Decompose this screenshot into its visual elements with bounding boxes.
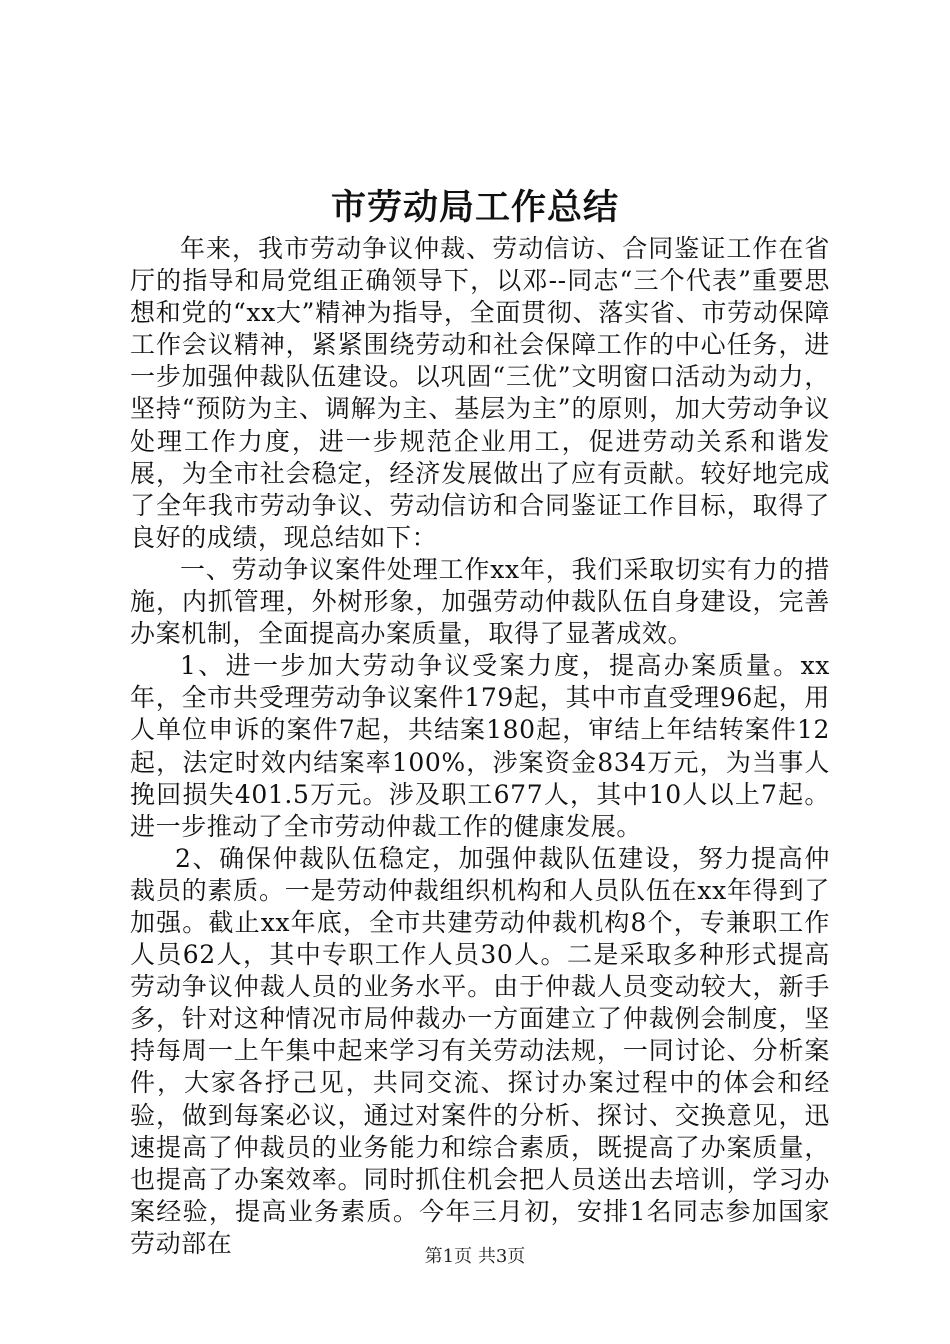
page-number-footer: 第1页 共3页 <box>424 1246 526 1267</box>
paragraph-intro: 年来，我市劳动争议仲裁、劳动信访、合同鉴证工作在省厅的指导和局党组正确领导下，以邓--同志“三个代表”重要思想和党的“xx大”精神为指导，全面贯彻、落实省、市劳动保障工作会议精神，紧紧围绕劳动和社会保障工作的中心任务，进一步加强仲裁队伍建设。以巩固“三优”文明窗口活动为动力，坚持“预防为主、调解为主、基层为主”的原则，加大劳动争议处理工作力度，进一步规范企业用工，促进劳动关系和谐发展，为全市社会稳定，经济发展做出了应有贡献。较好地完成了全年我市劳动争议、劳动信访和合同鉴证工作目标，取得了良好的成绩，现总结如下： <box>130 234 830 552</box>
paragraph-item-one: 1、进一步加大劳动争议受案力度，提高办案质量。xx年，全市共受理劳动争议案件179起，其中市直受理96起，用人单位申诉的案件7起，共结案180起，审结上年结转案件12起，法定时效内结案率100%，涉案资金834万元，为当事人挽回损失401.5万元。涉及职工677人，其中10人以上7起。进一步推动了全市劳动仲裁工作的健康发展。 <box>130 651 830 841</box>
paragraph-section-one: 一、劳动争议案件处理工作xx年，我们采取切实有力的措施，内抓管理，外树形象，加强劳动仲裁队伍自身建设，完善办案机制，全面提高办案质量，取得了显著成效。 <box>130 554 830 649</box>
document-body <box>130 233 830 1260</box>
document-title: 市劳动局工作总结 <box>330 187 619 228</box>
paragraph-item-two: 2、确保仲裁队伍稳定，加强仲裁队伍建设，努力提高仲裁员的素质。一是劳动仲裁组织机构和人员队伍在xx年得到了加强。截止xx年底，全市共建劳动仲裁机构8个，专兼职工作人员62人，其中专职工作人员30人。二是采取多种形式提高劳动争议仲裁人员的业务水平。由于仲裁人员变动较大，新手多，针对这种情况市局仲裁办一方面建立了仲裁例会制度，坚持每周一上午集中起来学习有关劳动法规，一同讨论、分析案件，大家各抒己见，共同交流、探讨办案过程中的体会和经验，做到每案必议，通过对案件的分析、探讨、交换意见，迅速提高了仲裁员的业务能力和综合素质，既提高了办案质量，也提高了办案效率。同时抓住机会把人员送出去培训，学习办案经验，提高业务素质。今年三月初，安排1名同志参加国家劳动部在 <box>130 843 830 1258</box>
